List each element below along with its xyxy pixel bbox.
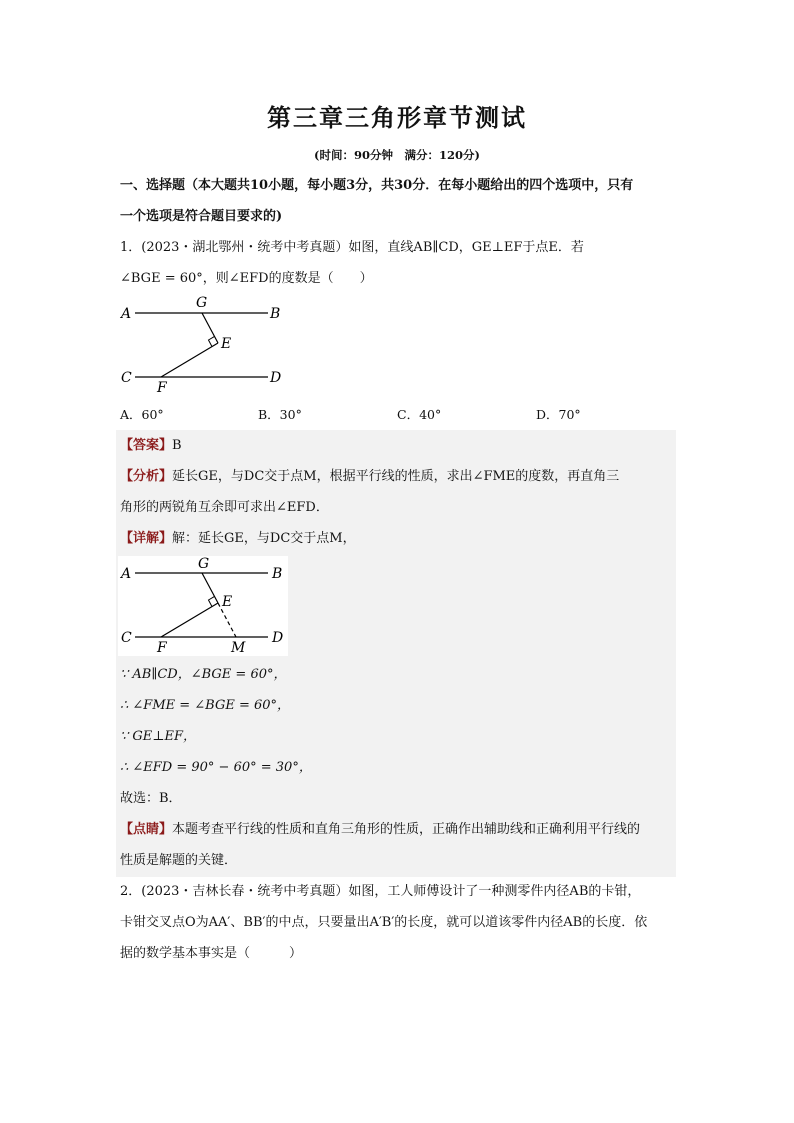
- detail-tag: 【详解】: [120, 531, 173, 546]
- label-d: D: [272, 630, 284, 646]
- page-title: 第三章三角形章节测试: [267, 103, 527, 132]
- label-b: B: [270, 306, 281, 322]
- question-1-line2: ∠BGE = 60°，则∠EFD的度数是（ ）: [120, 271, 373, 286]
- analysis-line1: [120, 468, 619, 486]
- label-e: E: [221, 336, 232, 352]
- label-f: F: [157, 380, 167, 393]
- step-4: ∴ ∠EFD = 90° − 60° = 30°，: [120, 760, 312, 775]
- label-d: D: [270, 370, 282, 386]
- label-c: C: [121, 630, 132, 646]
- section-heading-line1: 一、选择题（本大题共10小题，每小题3分，共30分．在每小题给出的四个选项中，只有: [120, 178, 634, 193]
- question-1-line1: 1．(2023・湖北鄂州・统考中考真题）如图，直线AB∥CD，GE⊥EF于点E．若: [120, 240, 584, 255]
- answer-line: [120, 437, 182, 455]
- segment-ef: [161, 343, 218, 377]
- question-1-figure: [118, 293, 298, 393]
- label-c: C: [121, 370, 132, 386]
- label-a: A: [121, 306, 132, 322]
- label-e: E: [222, 594, 233, 610]
- answer-tag: 【答案】: [120, 438, 173, 453]
- analysis-text-1: 延长GE，与DC交于点M，根据平行线的性质，求出∠FME的度数，再直角三: [172, 469, 620, 484]
- solution-figure: [118, 556, 288, 656]
- option-b: B．30°: [258, 407, 302, 422]
- detail-text-1: 解：延长GE，与DC交于点M，: [172, 531, 356, 546]
- exam-info: (时间：90分钟 满分：120分): [314, 148, 480, 162]
- comment-text-1: 本题考查平行线的性质和直角三角形的性质，正确作出辅助线和正确利用平行线的: [172, 822, 641, 837]
- option-a: A．60°: [120, 407, 164, 422]
- option-c: C．40°: [397, 407, 442, 422]
- analysis-line2: 角形的两锐角互余即可求出∠EFD．: [120, 500, 329, 515]
- step-1: ∵ AB∥CD，∠BGE = 60°，: [120, 667, 287, 682]
- choice-line: 故选：B．: [120, 791, 182, 806]
- step-2: ∴ ∠FME = ∠BGE = 60°，: [120, 698, 291, 713]
- question-2-line1: 2．(2023・吉林长春・统考中考真题）如图，工人师傅设计了一种测零件内径AB的卡钳，: [120, 884, 641, 899]
- label-g: G: [198, 556, 210, 572]
- analysis-tag: 【分析】: [120, 469, 173, 484]
- step-3: ∵ GE⊥EF，: [120, 729, 197, 744]
- detail-line1: [120, 530, 356, 548]
- label-g: G: [196, 295, 208, 311]
- comment-line1: [120, 821, 640, 839]
- comment-line2: 性质是解题的关键．: [120, 853, 238, 868]
- segment-ge: [202, 313, 218, 343]
- question-2-line3: 据的数学基本事实是（ ）: [120, 946, 303, 961]
- label-a: A: [121, 566, 132, 582]
- label-b: B: [272, 566, 283, 582]
- question-2-line2: 卡钳交叉点O为AA′、BB′的中点，只要量出A′B′的长度，就可以道该零件内径AB的长度．依: [120, 915, 648, 930]
- answer-value: B: [172, 438, 182, 453]
- label-f: F: [157, 640, 167, 656]
- label-m: M: [231, 640, 246, 656]
- comment-tag: 【点睛】: [120, 822, 173, 837]
- section-heading-line2: 一个选项是符合题目要求的): [120, 209, 283, 224]
- option-d: D．70°: [536, 407, 581, 422]
